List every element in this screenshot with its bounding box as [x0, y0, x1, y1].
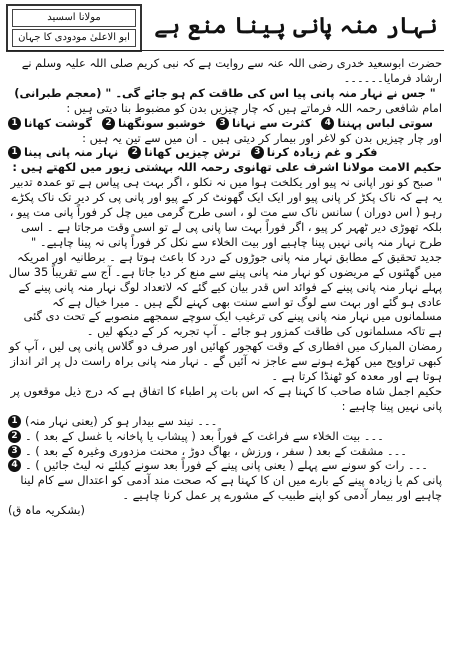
- header-frame: [6, 4, 142, 52]
- number-badge: 1: [8, 415, 21, 428]
- list-item: [8, 116, 92, 131]
- list-item: [8, 429, 442, 444]
- weaken-intro: اور چار چیزیں بدن کو لاغر اور بیمار کر دیتی ہیں ۔ ان میں سے تین یہ ہیں :: [82, 130, 442, 145]
- list-item-text: ۔۔۔ مشقت کے بعد ( سفر ، ورزش ، بھاگ دوڑ ، محنت مزدوری وغیرہ کے بعد ) ۔: [25, 443, 407, 458]
- number-badge: 3: [251, 146, 264, 159]
- list-item: [251, 145, 378, 160]
- list-item-text: سوتی لباس پہننا: [337, 115, 433, 130]
- header-box-line1: مولانا اسسید: [12, 9, 136, 27]
- list-item: [102, 116, 206, 131]
- hadith-intro: حضرت ابوسعید خدری رضی اللہ عنہ سے روایت ہے کہ نبی کریم صلی اللہ علیہ وسلم نے ارشاد فرمایا۔۔۔۔۔۔: [21, 56, 442, 85]
- number-badge: 1: [8, 117, 21, 130]
- list-item-text: نہار منہ پانی پینا: [24, 145, 119, 160]
- number-badge: 4: [321, 117, 334, 130]
- signature: (بشکریہ ماہ ق): [8, 503, 85, 518]
- shafii-intro: امام شافعی رحمہ اللہ فرماتے ہیں کہ چار چیزیں بدن کو مضبوط بنا دیتی ہیں :: [66, 100, 442, 115]
- list-item-text: گوشت کھانا: [24, 115, 92, 130]
- list-item-text: ۔۔۔ نیند سے بیدار ہو کر (یعنی نہار منہ): [25, 413, 218, 428]
- list-item: [216, 116, 311, 131]
- header-box-line2: ابو الاعلیٰ مودودی کا جہان: [12, 29, 136, 47]
- weaken-list: [8, 145, 442, 160]
- list-item: [8, 458, 442, 473]
- ramadan-paragraph: رمضان المبارک میں افطاری کے وقت کھجور کھائیں اور صرف دو گلاس پانی پی لیں ، آپ کو کبھی تراویح میں کھڑے ہونے سے عاجز نہ آئیں گے ۔ نہار منہ پانی براہ راست دل پر اثر انداز ہوتا ہے اور معدہ کو ٹھنڈا کرتا ہے ۔: [9, 339, 442, 384]
- number-badge: 2: [8, 430, 21, 443]
- number-badge: 3: [216, 117, 229, 130]
- list-item: [128, 145, 240, 160]
- number-badge: 3: [8, 445, 21, 458]
- number-badge: 1: [8, 146, 21, 159]
- list-item-text: ترش چیزیں کھانا: [144, 145, 241, 160]
- thanvi-quote: " صبح کو نور اپانی نہ پیو اور یکلخت ہوا میں نہ نکلو ، اگر بہت ہی پیاس ہے تو عمدہ تدبیر یہ ہے کہ ناک پکڑ کر پانی پیو اور ایک ایک گھونٹ کر کے پیو اور پانی پی کر دیر تک ناک پکڑے رہو ( اس دوران ) سانس ناک سے مت لو ، اسی طرح گرمی میں چل کر فوراً پانی مت پیو ، بلکہ تھوڑی دیر ٹھہر کر پیو ، اگر فوراً بہت سا پانی پی لے تو اسی وقت مرجاتا ہے ۔ اسی طرح نہار منہ پانی نہیں پینا چاہیے اور بیت الخلاء سے نکل کر فوراً پانی نہ پینا چاہیے۔ ": [9, 175, 442, 249]
- title-divider: [6, 50, 444, 51]
- number-badge: 2: [102, 117, 115, 130]
- list-item: [321, 116, 433, 131]
- list-item-text: کثرت سے نہانا: [231, 115, 312, 130]
- number-badge: 4: [8, 459, 21, 472]
- list-item-text: فکر و غم زیادہ کرنا: [266, 145, 378, 160]
- avoid-list: [8, 414, 442, 474]
- number-badge: 2: [128, 146, 141, 159]
- list-item: [8, 145, 118, 160]
- list-item-text: ۔۔۔ بیت الخلاء سے فراغت کے فوراً بعد ( پیشاب یا پاخانہ یا غسل کے بعد ) ۔: [25, 428, 384, 443]
- research-paragraph: جدید تحقیق کے مطابق نہار منہ پانی جوڑوں کے درد کا باعث ہوتا ہے ۔ برطانیہ اور امریکہ میں گھٹنوں کے مریضوں کو نہار منہ پانی پینے سے منع کر دیا جاتا ہے۔ آج سے تقریباً 35 سال پہلے نہار منہ پانی پینے کے فوائد اس قدر بیان کیے گئے کہ لاتعداد لوگ نہار منہ پانی پینے کے عادی ہو گئے اور بہت سے لوگ تو اسے سنت بھی کہنے لگے ہیں ۔ میرا خیال ہے کہ مسلمانوں میں نہار منہ پانی پینے کی ترغیب ایک سوچے سمجھے منصوبے کے تحت دی گئی ہے تاکہ مسلمانوں کی طاقت کمزور ہو جائے ۔ آپ تجربہ کر کے دیکھ لیں ۔: [8, 249, 442, 339]
- page-title: نہار منہ پانی پینا منع ہے: [154, 13, 438, 39]
- strengthen-list: [8, 116, 442, 131]
- thanvi-intro: حکیم الامت مولانا اشرف علی تھانوی رحمہ اللہ بہشتی زیور میں لکھتے ہیں :: [12, 160, 442, 175]
- hadith-quote: " جس نے نہار منہ پانی پیا اس کی طاقت کم ہو جائے گی۔ " (معجم طبرانی): [14, 85, 436, 100]
- hakeem-intro: حکیم اجمل شاہ صاحب کا کہنا ہے کہ اس بات پر اطباء کا اتفاق ہے کہ درج ذیل موقعوں پر پانی نہیں پینا چاہیے :: [10, 383, 442, 413]
- list-item: [8, 444, 442, 459]
- closing-paragraph: پانی کم یا زیادہ پینے کے بارے میں ان کا کہنا ہے کہ صحت مند آدمی کو اعتدال سے کام لینا چاہیے اور بیمار آدمی کو اپنے طبیب کے مشورے پر عمل کرنا چاہیے ۔: [20, 473, 442, 503]
- list-item: [8, 414, 442, 429]
- list-item-text: ۔۔۔ رات کو سونے سے پہلے ( یعنی پانی پینے کے فوراً بعد سونے کیلئے نہ لیٹ جائیں ) ۔: [25, 458, 428, 473]
- list-item-text: خوشبو سونگھنا: [117, 115, 206, 130]
- article-body: [8, 56, 442, 518]
